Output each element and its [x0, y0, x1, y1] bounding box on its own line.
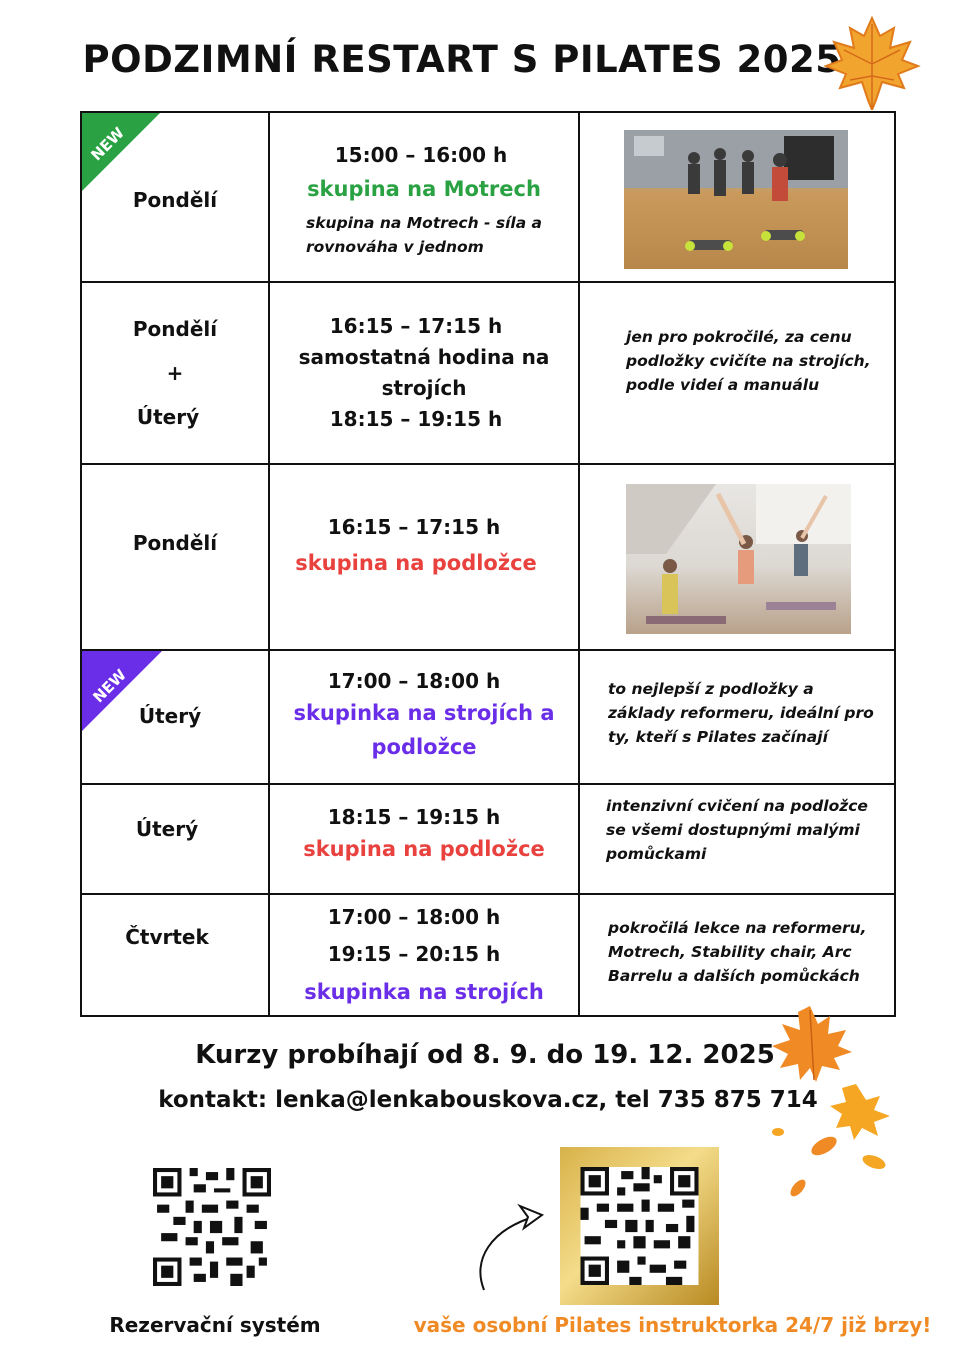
note-text: intenzivní cvičení na podložce se všemi dostupnými malými pomůckami: [606, 796, 868, 863]
note-cell: [579, 784, 895, 894]
schedule-table: [80, 111, 896, 1017]
time-cell: [269, 282, 579, 464]
time-cell: [269, 112, 579, 282]
note-text: to nejlepší z podložky a základy reformeru, ideální pro ty, kteří s Pilates začínají: [608, 679, 874, 746]
course-dates: Kurzy probíhají od 8. 9. do 19. 12. 2025: [195, 1040, 775, 1070]
note-cell: [579, 650, 895, 784]
table-row: [81, 650, 895, 784]
time-label: 16:15 – 17:15 h: [329, 314, 503, 338]
time-label: 17:00 – 18:00 h: [327, 669, 501, 694]
day-label: Úterý: [136, 405, 200, 429]
maple-leaf-icon: [822, 14, 922, 110]
group-label: samostatná hodina na strojích: [298, 345, 550, 400]
day-cell: [81, 650, 269, 784]
day-label: Pondělí: [132, 317, 218, 341]
qr-instructor-label: vaše osobní Pilates instruktorka 24/7 již brzy!: [413, 1313, 932, 1337]
qr-booking-label: Rezervační systém: [109, 1313, 321, 1337]
group-label: skupinka na strojích: [304, 979, 544, 1004]
note-cell: [579, 894, 895, 1016]
day-label: Úterý: [138, 704, 202, 728]
photo-cell: [579, 112, 895, 282]
note-text: jen pro pokročilé, za cenu podložky cvičíte na strojích, podle videí a manuálu: [626, 328, 871, 395]
note-text: pokročilá lekce na reformeru, Motrech, Stability chair, Arc Barrelu a dalších pomůckách: [608, 918, 867, 985]
time-cell: [269, 784, 579, 894]
day-cell: [81, 282, 269, 464]
table-row: [81, 464, 895, 650]
table-row: [81, 894, 895, 1016]
time-label: 18:15 – 19:15 h: [329, 407, 503, 431]
time-label: 17:00 – 18:00 h: [327, 904, 501, 929]
qr-code-booking[interactable]: [153, 1168, 271, 1286]
day-cell: [81, 894, 269, 1016]
time-label: 16:15 – 17:15 h: [327, 515, 501, 540]
mat-group-photo: [626, 484, 851, 634]
note-cell: [579, 282, 895, 464]
curved-arrow-icon: [470, 1200, 550, 1295]
time-label: 18:15 – 19:15 h: [327, 805, 501, 830]
photo-cell: [579, 464, 895, 650]
time-cell: [269, 894, 579, 1016]
group-label: skupina na podložce: [303, 837, 545, 862]
day-cell: [81, 464, 269, 650]
time-label: 15:00 – 16:00 h: [334, 143, 508, 168]
autumn-leaves-icon: [770, 1000, 900, 1200]
qr-code-instructor[interactable]: [580, 1167, 699, 1285]
day-label: Úterý: [135, 817, 199, 841]
table-row: [81, 112, 895, 282]
time-label: 19:15 – 20:15 h: [327, 941, 501, 966]
day-label: Pondělí: [132, 188, 218, 212]
qr-gold-frame: [560, 1147, 719, 1305]
day-cell: [81, 112, 269, 282]
group-label: skupina na podložce: [295, 551, 537, 576]
day-label: Čtvrtek: [125, 925, 209, 949]
group-label: skupinka na strojích a podložce: [293, 701, 555, 759]
time-cell: [269, 464, 579, 650]
group-label: skupina na Motrech: [307, 177, 541, 202]
table-row: [81, 282, 895, 464]
motr-group-photo: [624, 130, 848, 269]
table-row: [81, 784, 895, 894]
time-cell: [269, 650, 579, 784]
new-badge: NEW: [87, 123, 128, 165]
page-title: PODZIMNÍ RESTART S PILATES 2025: [82, 38, 842, 81]
day-cell: [81, 784, 269, 894]
contact-info: kontakt: lenka@lenkabouskova.cz, tel 735 875 714: [158, 1087, 818, 1113]
description: skupina na Motrech - síla a rovnováha v jednom: [306, 213, 543, 256]
new-badge: NEW: [89, 665, 130, 707]
plus-label: +: [166, 361, 184, 385]
day-label: Pondělí: [132, 531, 218, 555]
